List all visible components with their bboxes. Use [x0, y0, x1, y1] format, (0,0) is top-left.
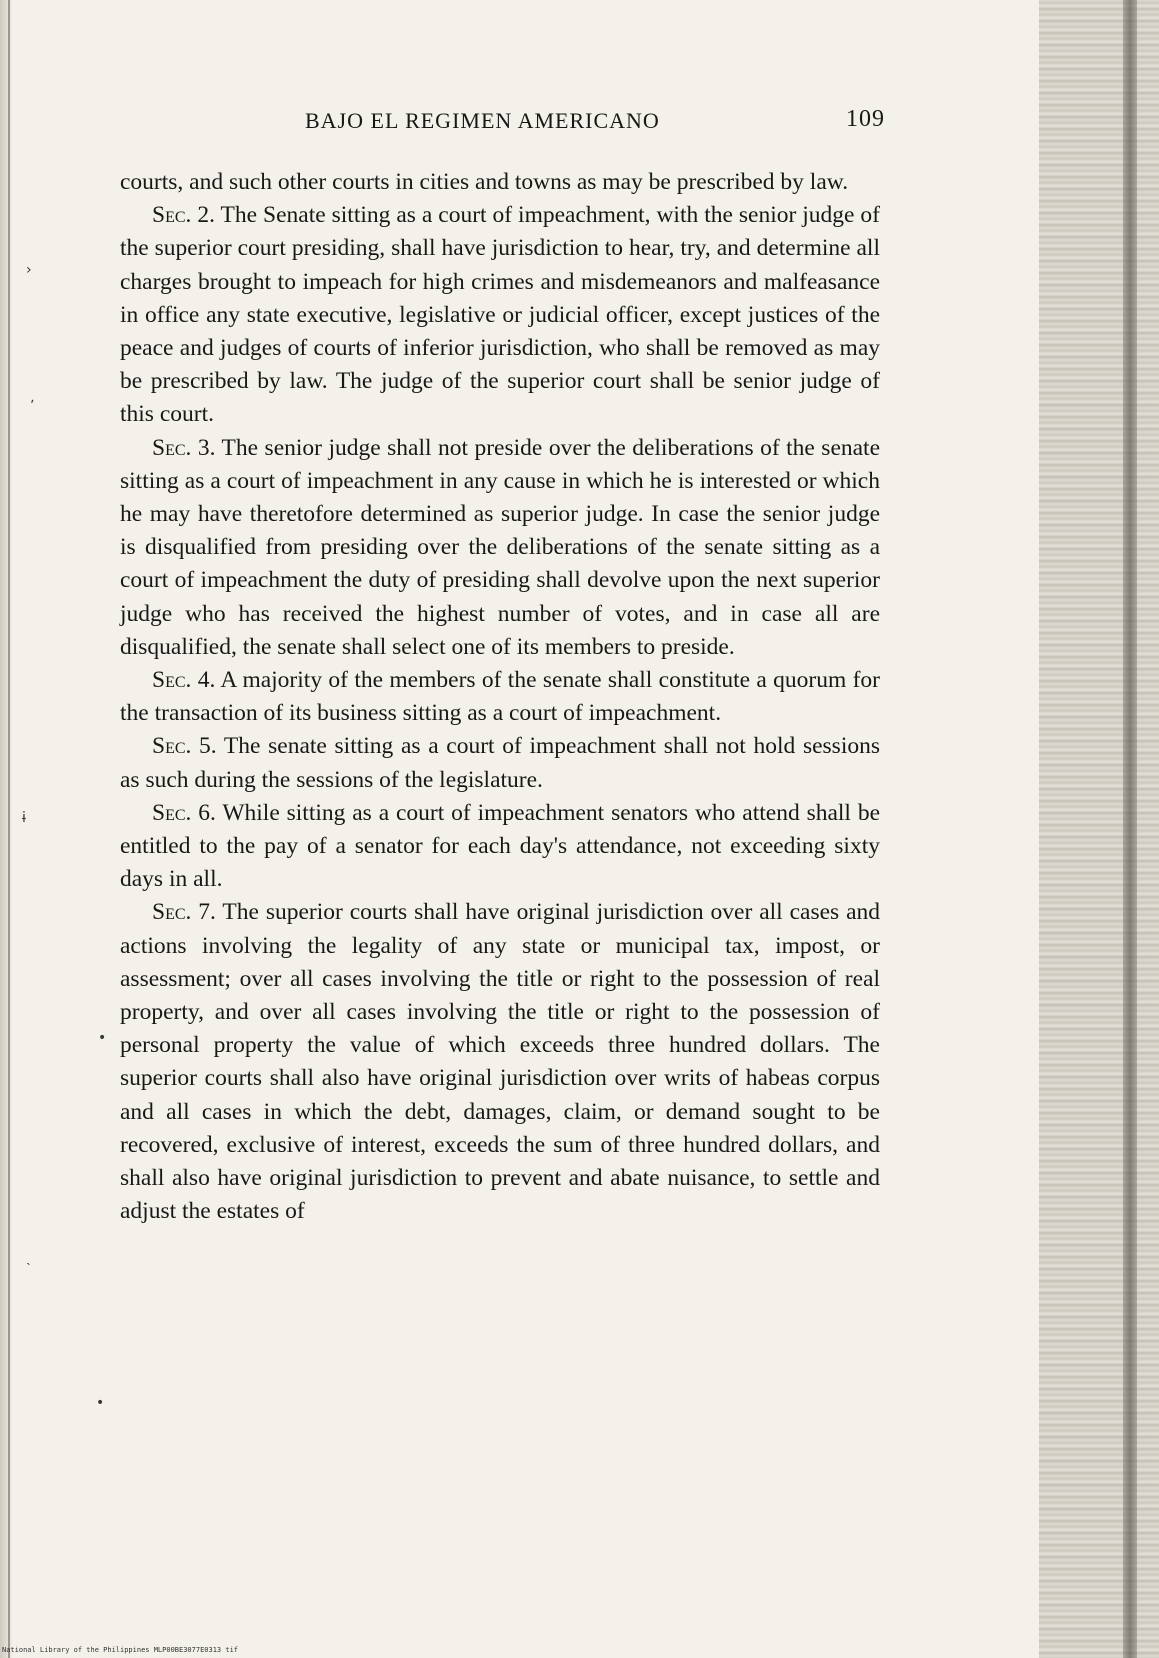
scan-credit: National Library of the Philippines MLP00BE3077E0313 tif — [2, 1646, 239, 1654]
scan-binding-line — [8, 0, 10, 1658]
section-label: Sec. 5. — [152, 733, 217, 760]
body-text — [120, 166, 880, 1229]
margin-speck: ˴ — [26, 1255, 31, 1271]
margin-speck: ʼ — [30, 398, 35, 414]
section-2 — [120, 199, 880, 431]
scan-page-fold — [1123, 0, 1137, 1658]
section-6 — [120, 797, 880, 897]
paragraph — [120, 166, 880, 199]
scan-left-edge — [0, 0, 12, 1658]
scan-right-edge — [1039, 0, 1159, 1658]
section-text: The superior courts shall have original jurisdiction over all cases and actions involving the legality of any state or municipal tax, impost, or assessment; over all cases involving the title or right to the possession of real property, and over all cases involving the title or right to the possession of personal property the value of which exceeds three hundred dollars. The superior courts shall also have original jurisdiction over writs of habeas corpus and all cases in which the debt, damages, claim, or demand sought to be recovered, exclusive of interest, exceeds the sum of three hundred dollars, and shall also have original jurisdiction to prevent and abate nuisance, to settle and adjust the estates of — [120, 899, 880, 1225]
section-3 — [120, 432, 880, 664]
section-label: Sec. 4. — [152, 667, 216, 694]
section-4 — [120, 664, 880, 730]
margin-speck: ɨ — [22, 810, 26, 826]
section-label: Sec. 3. — [152, 434, 216, 461]
section-text: The Senate sitting as a court of impeachment, with the senior judge of the superior court presiding, shall have jurisdiction to hear, try, and determine all charges brought to impeach for high crimes and misdemeanors and malfeasance in office any state executive, legislative or judicial officer, except justices of the peace and judges of courts of inferior jurisdiction, who shall be removed as may be prescribed by law. The judge of the superior court shall be senior judge of this court. — [120, 202, 881, 428]
running-head: BAJO EL REGIMEN AMERICANO — [305, 108, 660, 133]
section-text: The senior judge shall not preside over the deliberations of the senate sitting as a court of impeachment in any cause in which he is interested or which he may have theretofore determined as superior judge. In case the senior judge is disqualified from presiding over the deliberations of the senate sitting as a court of impeachment the duty of presiding shall devolve upon the next superior judge who has received the highest number of votes, and in case all are disqualified, the senate shall select one of its members to preside. — [120, 434, 881, 660]
section-5 — [120, 730, 880, 796]
section-7 — [120, 896, 880, 1228]
section-text: While sitting as a court of impeachment senators who attend shall be entitled to the pay of a senator for each day's attendance, not exceeding sixty days in all. — [120, 799, 881, 893]
page-number: 109 — [846, 106, 885, 132]
paragraph-text: courts, and such other courts in cities and towns as may be prescribed by law. — [120, 169, 849, 195]
book-page — [120, 106, 885, 1229]
section-text: A majority of the members of the senate shall constitute a quorum for the transaction of its business sitting as a court of impeachment. — [120, 667, 881, 727]
margin-speck: • — [96, 1395, 105, 1411]
margin-speck: • — [98, 1030, 107, 1046]
section-label: Sec. 6. — [152, 799, 216, 826]
section-label: Sec. 7. — [152, 899, 216, 926]
margin-speck: › — [26, 262, 32, 278]
page-header — [120, 106, 885, 148]
section-text: The senate sitting as a court of impeachment shall not hold sessions as such during the sessions of the legislature. — [120, 733, 880, 793]
section-label: Sec. 2. — [152, 202, 215, 229]
